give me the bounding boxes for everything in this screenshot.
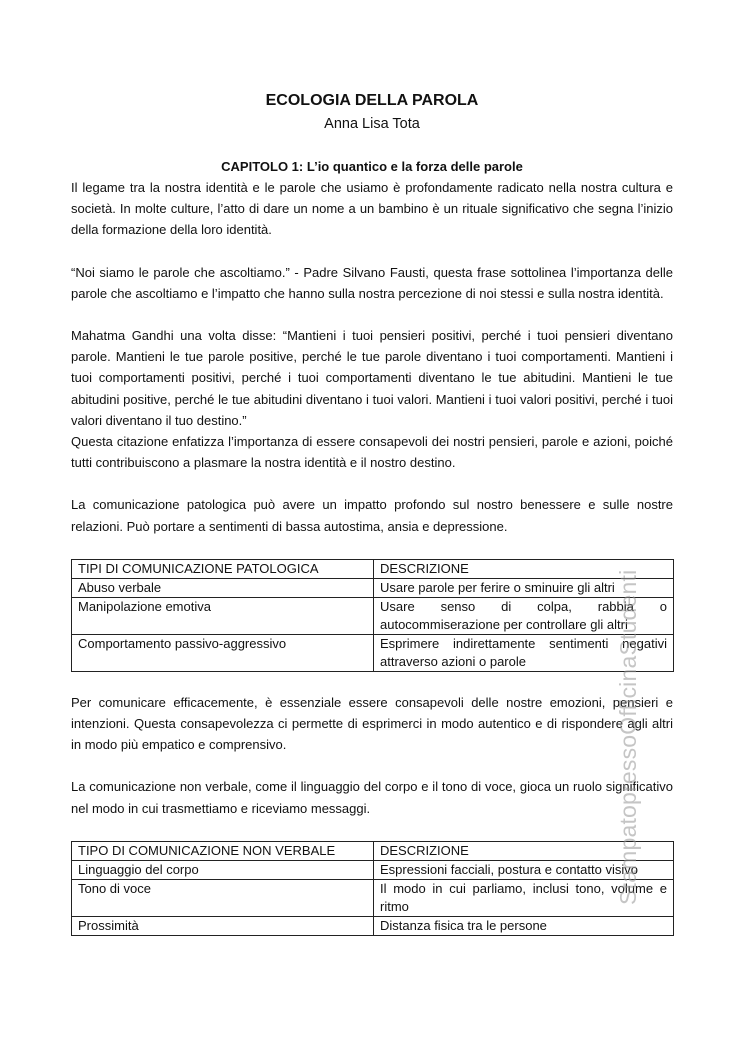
table-row	[72, 860, 674, 879]
paragraph-quote-commentary: Questa citazione enfatizza l’importanza di essere consapevoli dei nostri pensieri, parole e azioni, poiché tutti contribuiscono a plasmare la nostra identità e il nostro destino.	[71, 434, 673, 471]
table-header-row	[72, 841, 674, 860]
table-header-cell: DESCRIZIONE	[374, 559, 674, 578]
document-title: ECOLOGIA DELLA PAROLA	[265, 92, 479, 109]
table-cell: Espressioni facciali, postura e contatto visivo	[374, 860, 674, 879]
table-header-row	[72, 559, 674, 578]
table-row	[72, 597, 674, 634]
paragraph-identity: Il legame tra la nostra identità e le parole che usiamo è profondamente radicato nella nostra cultura e società. In molte culture, l’atto di dare un nome a un bambino è un rituale significativo che segna l’inizio della formazione della loro identità.	[71, 180, 673, 238]
table-cell: Manipolazione emotiva	[72, 597, 374, 634]
table-cell: Linguaggio del corpo	[72, 860, 374, 879]
table-row	[72, 578, 674, 597]
paragraph-pathological-communication: La comunicazione patologica può avere un impatto profondo sul nostro benessere e sulle nostre relazioni. Può portare a sentimenti di bassa autostima, ansia e depressione.	[71, 497, 673, 534]
pathological-communication-table	[71, 559, 674, 672]
paragraph-fausti-quote: “Noi siamo le parole che ascoltiamo.” - Padre Silvano Fausti, questa frase sottolinea l’importanza delle parole che ascoltiamo e l’impatto che hanno sulla nostra percezione di noi stessi e sulla nostra identità.	[71, 264, 673, 301]
document-author: Anna Lisa Tota	[324, 116, 420, 132]
table-cell: Distanza fisica tra le persone	[374, 916, 674, 935]
table-header-cell: DESCRIZIONE	[374, 841, 674, 860]
table-header-cell: TIPO DI COMUNICAZIONE NON VERBALE	[72, 841, 374, 860]
table-cell: Usare senso di colpa, rabbia o autocommiserazione per controllare gli altri	[374, 597, 674, 634]
table-row	[72, 916, 674, 935]
watermark: StampatopressoOfficinaStudenti	[615, 569, 641, 905]
table-cell: Usare parole per ferire o sminuire gli altri	[374, 578, 674, 597]
table-cell: Abuso verbale	[72, 578, 374, 597]
nonverbal-communication-table	[71, 841, 674, 936]
table-cell: Tono di voce	[72, 879, 374, 916]
table-row	[72, 634, 674, 671]
table-cell: Comportamento passivo-aggressivo	[72, 634, 374, 671]
document-page	[71, 90, 673, 936]
table-cell: Prossimità	[72, 916, 374, 935]
table-cell: Esprimere indirettamente sentimenti negativi attraverso azioni o parole	[374, 634, 674, 671]
paragraph-effective-communication: Per comunicare efficacemente, è essenziale essere consapevoli delle nostre emozioni, pensieri e intenzioni. Questa consapevolezza ci permette di esprimerci in modo autentico e di rispondere agli altri in modo più empatico e comprensivo.	[71, 694, 673, 753]
paragraph-gandhi-quote: Mahatma Gandhi una volta disse: “Mantieni i tuoi pensieri positivi, perché i tuoi pensieri diventano parole. Mantieni le tue parole positive, perché le tue parole diventano i tuoi comportamenti. Mantieni i tuoi comportamenti positivi, perché i tuoi comportamenti diventano le tue abitudini. Mantieni le tue abitudini positive, perché le tue abitudini diventano i tuoi valori. Mantieni i tuoi valori positivi, perché i tuoi valori diventano il tuo destino.”	[71, 328, 673, 428]
table-cell: Il modo in cui parliamo, inclusi tono, volume e ritmo	[374, 879, 674, 916]
table-header-cell: TIPI DI COMUNICAZIONE PATOLOGICA	[72, 559, 374, 578]
paragraph-nonverbal-communication: La comunicazione non verbale, come il linguaggio del corpo e il tono di voce, gioca un ruolo significativo nel modo in cui trasmettiamo e riceviamo messaggi.	[71, 779, 673, 816]
table-row	[72, 879, 674, 916]
chapter-heading: CAPITOLO 1: L’io quantico e la forza delle parole	[221, 159, 523, 174]
